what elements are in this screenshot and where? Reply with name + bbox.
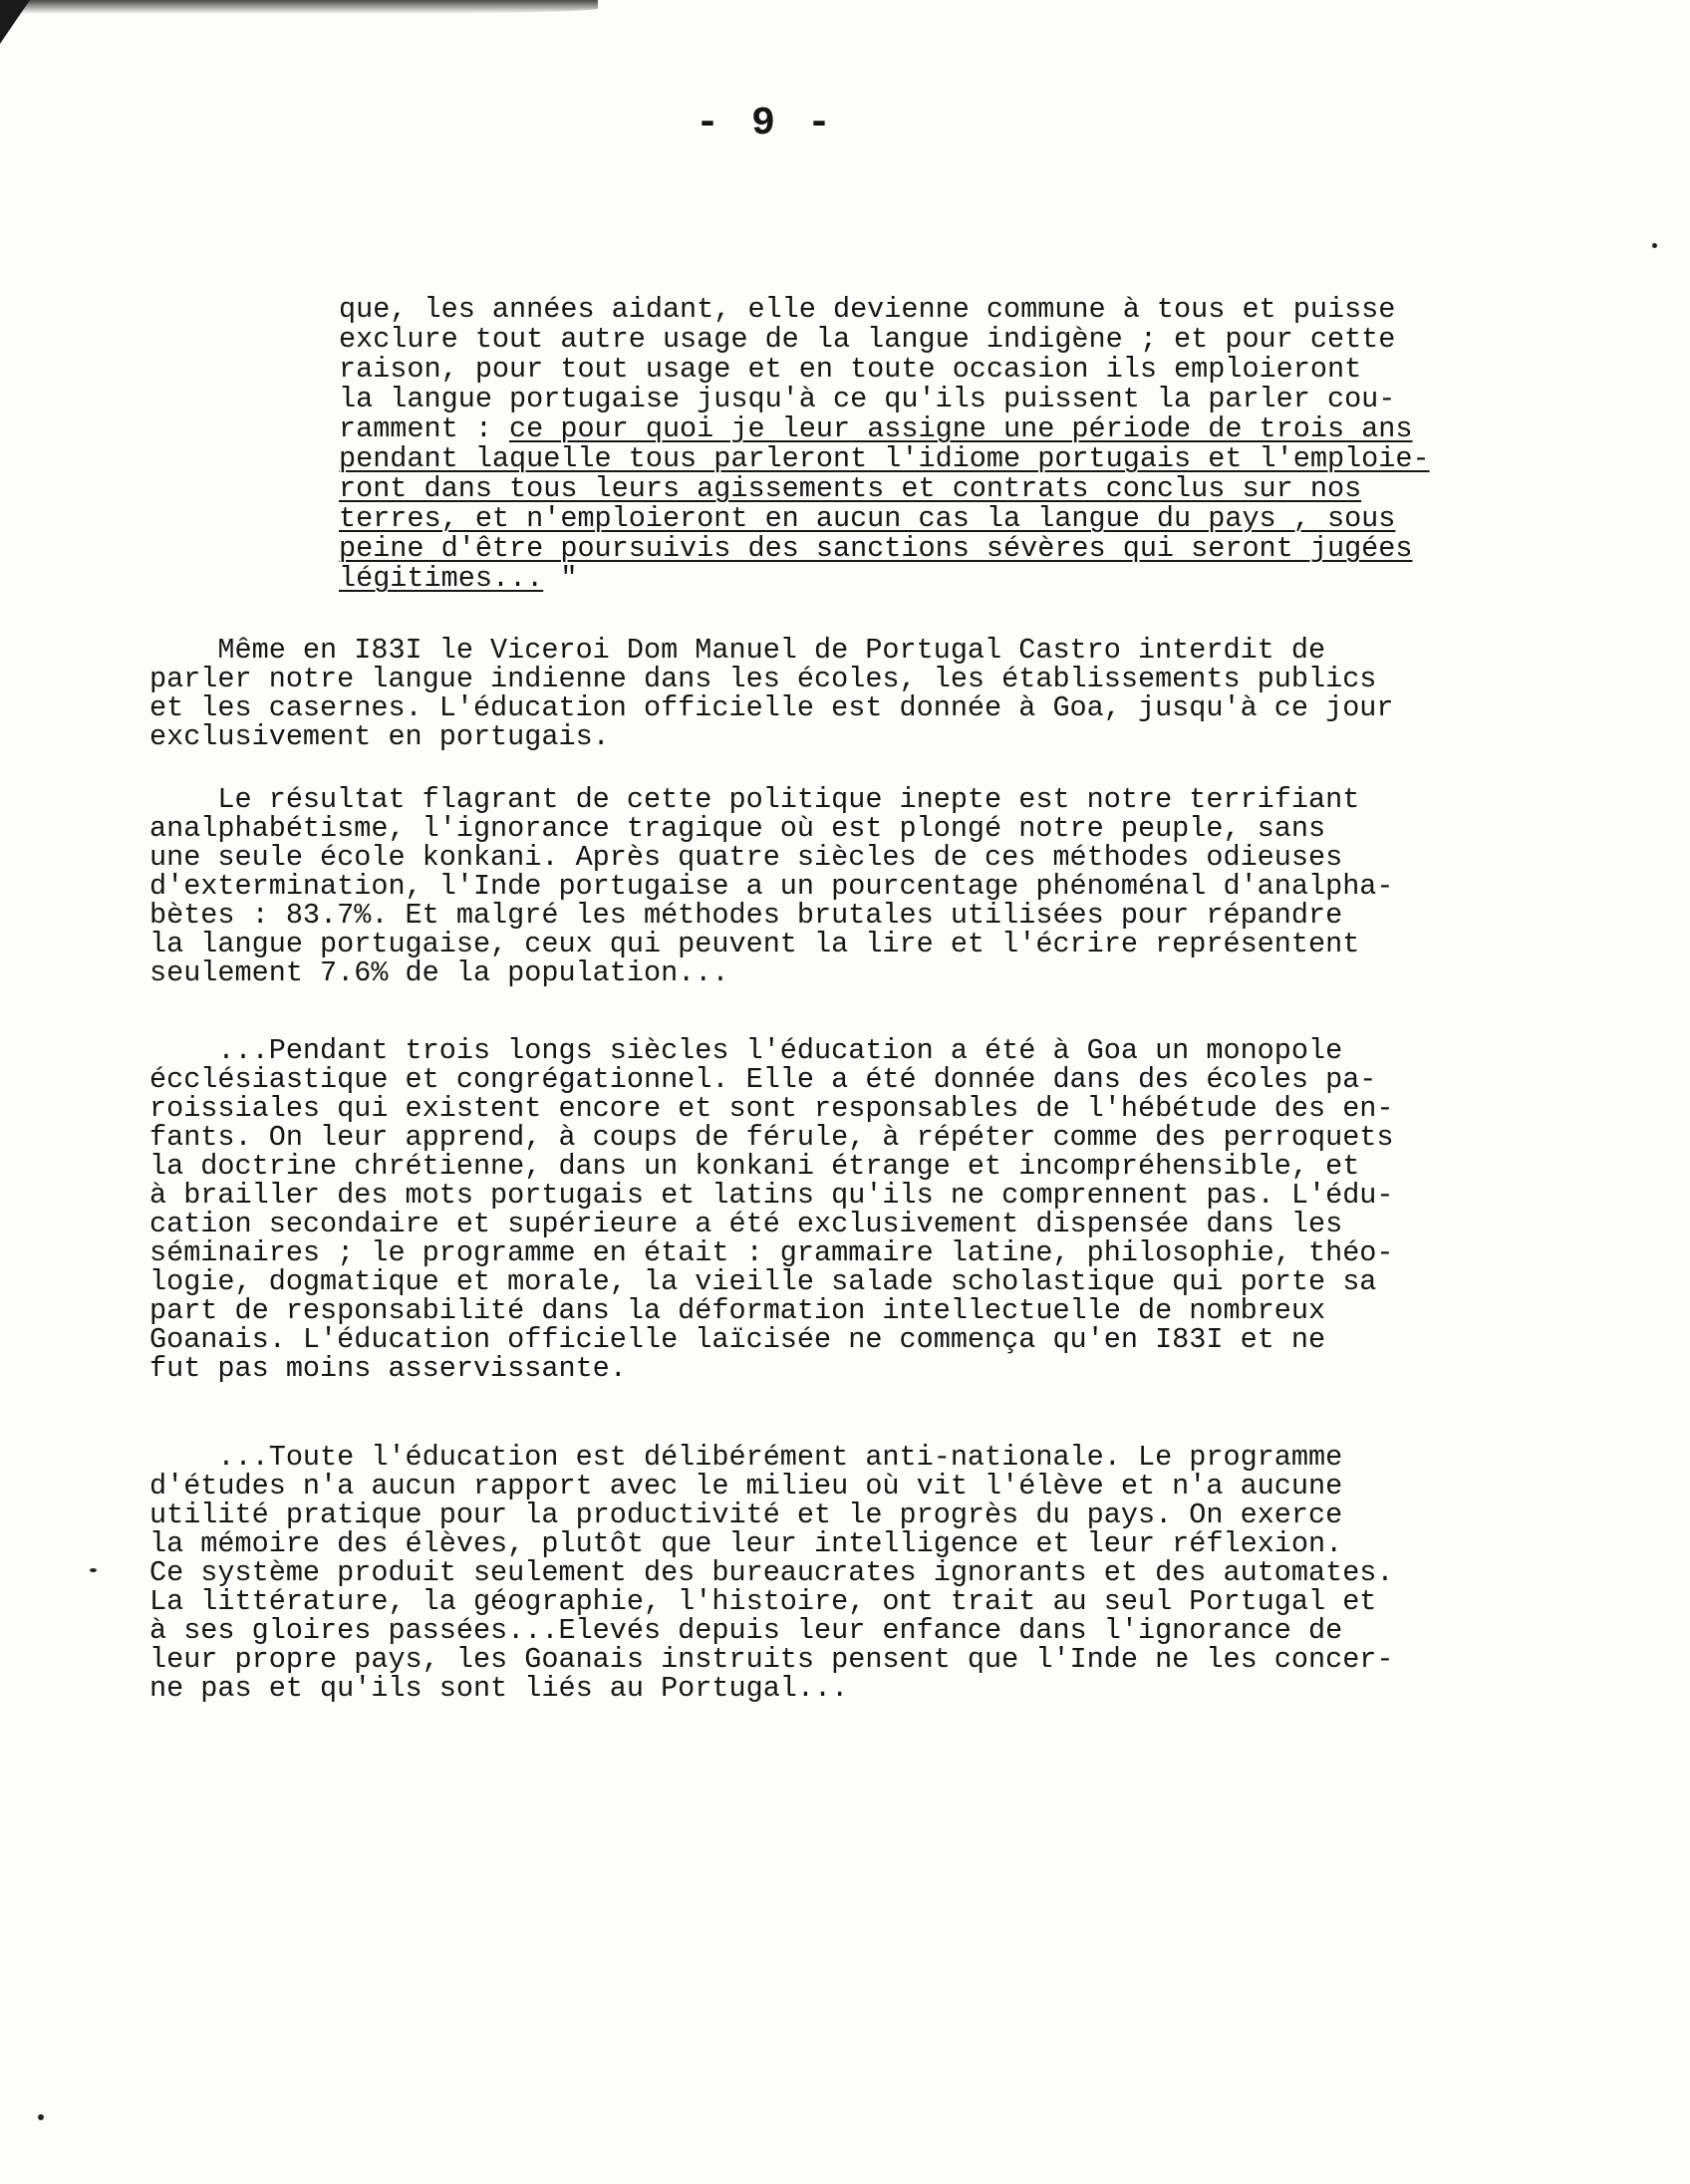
text-line: Ce système produit seulement des bureaucrates ignorants et des automates. [149, 1556, 1394, 1589]
quoted-passage [339, 295, 1634, 594]
paragraph-viceroi [149, 636, 1644, 751]
page-number: - 9 - [695, 102, 836, 146]
quote-underlined-text: terres, et n'emploieront en aucun cas la langue du pays , sous [339, 502, 1396, 535]
text-line: ...Pendant trois longs siècles l'éducation a été à Goa un monopole [149, 1034, 1343, 1067]
text-line: ...Toute l'éducation est délibérément anti-nationale. Le programme [149, 1441, 1343, 1474]
quote-line: que, les années aidant, elle devienne commune à tous et puisse [339, 293, 1396, 326]
text-line: exclusivement en portugais. [149, 720, 610, 753]
ink-speck [90, 1568, 97, 1572]
quote-underlined-text: ce pour quoi je leur assigne une période de trois ans [509, 412, 1413, 445]
quote-line-plain: ramment : [339, 412, 510, 445]
quote-line: raison, pour tout usage et en toute occasion ils emploieront [339, 353, 1362, 386]
text-line: fut pas moins asservissante. [149, 1352, 627, 1385]
text-line: écclésiastique et congrégationnel. Elle a été donnée dans des écoles pa- [149, 1063, 1377, 1096]
text-line: la mémoire des élèves, plutôt que leur intelligence et leur réflexion. [149, 1527, 1343, 1560]
text-line: Même en I83I le Viceroi Dom Manuel de Portugal Castro interdit de [149, 634, 1326, 667]
ink-speck [38, 2114, 44, 2120]
quote-underlined-text: pendant laquelle tous parleront l'idiome portugais et l'emploie- [339, 442, 1430, 475]
paragraph-analphabetisme [149, 785, 1644, 987]
text-line: séminaires ; le programme en était : grammaire latine, philosophie, théo- [149, 1236, 1394, 1269]
quote-line: exclure tout autre usage de la langue indigène ; et pour cette [339, 323, 1396, 356]
text-line: d'extermination, l'Inde portugaise a un pourcentage phénoménal d'analpha- [149, 870, 1394, 903]
text-line: la langue portugaise, ceux qui peuvent la lire et l'écrire représentent [149, 928, 1360, 960]
text-line: utilité pratique pour la productivité et le progrès du pays. On exerce [149, 1499, 1343, 1531]
text-line: seulement 7.6% de la population... [149, 956, 729, 989]
text-line: cation secondaire et supérieure a été exclusivement dispensée dans les [149, 1208, 1343, 1240]
text-line: et les casernes. L'éducation officielle est donnée à Goa, jusqu'à ce jour [149, 691, 1394, 724]
text-line: logie, dogmatique et morale, la vieille salade scholastique qui porte sa [149, 1265, 1377, 1298]
quote-underlined-text: ront dans tous leurs agissements et contrats conclus sur nos [339, 472, 1362, 505]
paragraph-education-anti-nationale [149, 1443, 1644, 1703]
text-line: analphabétisme, l'ignorance tragique où est plongé notre peuple, sans [149, 812, 1326, 845]
quote-closing-mark: " [543, 562, 578, 595]
text-line: leur propre pays, les Goanais instruits pensent que l'Inde ne les concer- [149, 1643, 1394, 1676]
text-line: fants. On leur apprend, à coups de férule, à répéter comme des perroquets [149, 1121, 1394, 1154]
text-line: parler notre langue indienne dans les écoles, les établissements publics [149, 663, 1377, 695]
ink-speck [1652, 243, 1657, 248]
text-line: ne pas et qu'ils sont liés au Portugal... [149, 1672, 849, 1705]
text-line: une seule école konkani. Après quatre siècles de ces méthodes odieuses [149, 841, 1343, 874]
scan-corner-mark [0, 0, 30, 44]
scan-edge-shadow [0, 0, 598, 14]
paragraph-education-ecclesiastique [149, 1036, 1644, 1383]
quote-underlined-text: peine d'être poursuivis des sanctions sévères qui seront jugées [339, 532, 1413, 565]
quote-line: la langue portugaise jusqu'à ce qu'ils puissent la parler cou- [339, 383, 1396, 415]
text-line: part de responsabilité dans la déformation intellectuelle de nombreux [149, 1294, 1326, 1327]
text-line: à brailler des mots portugais et latins qu'ils ne comprennent pas. L'édu- [149, 1179, 1394, 1212]
text-line: bètes : 83.7%. Et malgré les méthodes brutales utilisées pour répandre [149, 899, 1343, 932]
text-line: Le résultat flagrant de cette politique inepte est notre terrifiant [149, 783, 1360, 816]
text-line: la doctrine chrétienne, dans un konkani étrange et incompréhensible, et [149, 1150, 1360, 1183]
text-line: d'études n'a aucun rapport avec le milieu où vit l'élève et n'a aucune [149, 1470, 1343, 1502]
text-line: à ses gloires passées...Elevés depuis leur enfance dans l'ignorance de [149, 1614, 1343, 1647]
text-line: Goanais. L'éducation officielle laïcisée ne commença qu'en I83I et ne [149, 1323, 1326, 1356]
text-line: roissiales qui existent encore et sont responsables de l'hébétude des en- [149, 1092, 1394, 1125]
quote-underlined-text: légitimes... [339, 562, 544, 595]
text-line: La littérature, la géographie, l'histoire, ont trait au seul Portugal et [149, 1585, 1377, 1618]
